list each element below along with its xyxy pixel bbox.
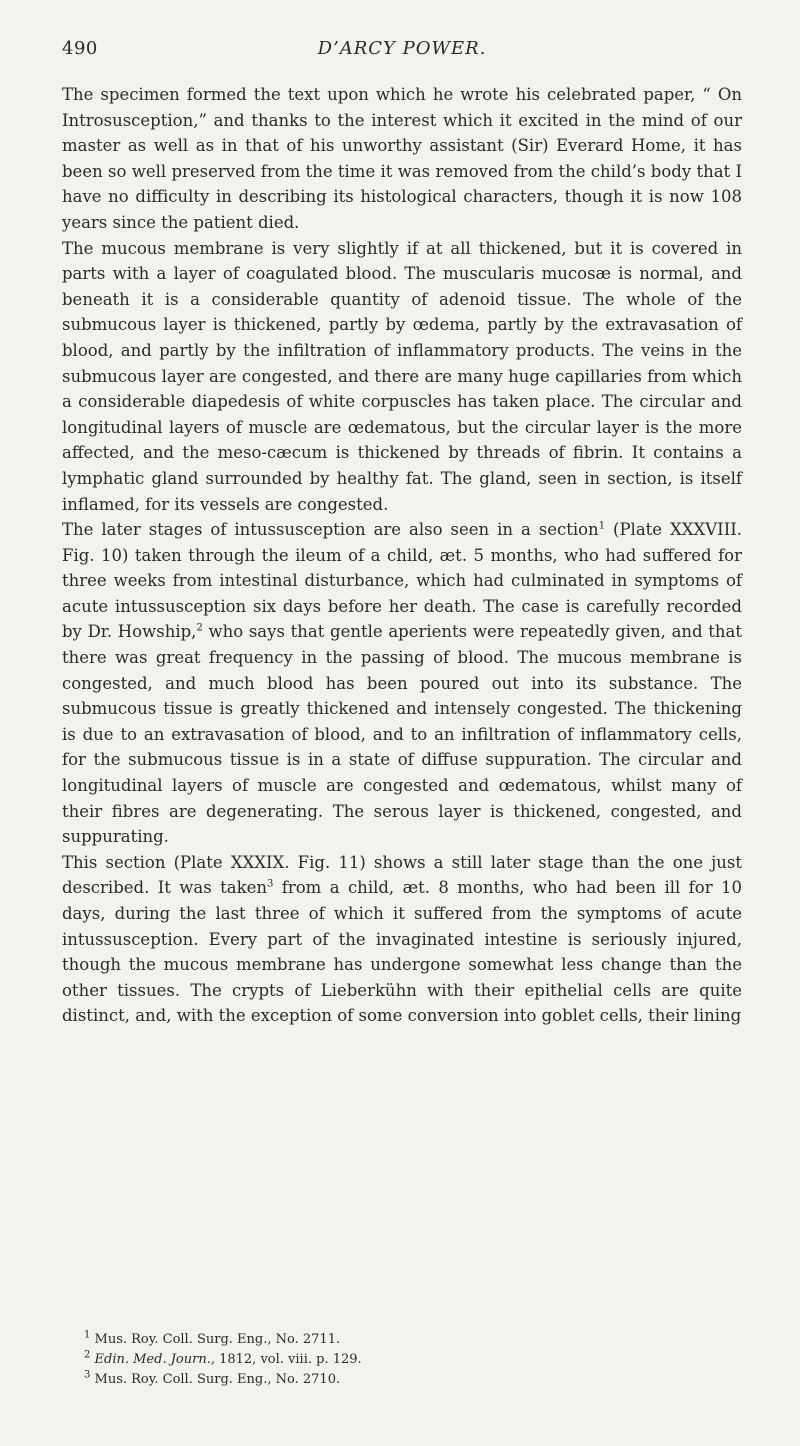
- footnote-1: [84, 1330, 724, 1350]
- body-text: [62, 82, 742, 1029]
- footnote-text: 1812, vol. viii. p. 129.: [214, 1352, 362, 1367]
- running-title: D’ARCY POWER.: [317, 38, 487, 59]
- footnote-mark: 1: [84, 1329, 91, 1341]
- footnote-journal: Edin. Med. Journ.,: [90, 1352, 215, 1367]
- footnote-2: [84, 1350, 724, 1370]
- footnote-text: Mus. Roy. Coll. Surg. Eng., No. 2711.: [90, 1332, 341, 1347]
- paragraph-3-part-b: (Plate XXXVIII. Fig. 10) taken through the ileum of a child, æt. 5 months, who had suffered for three weeks from intestinal disturbance, which had culminated in symptoms of acute intussusception six days before her death. The case is carefully recorded by Dr. Howship,: [62, 520, 742, 642]
- paragraph-4-part-b: from a child, æt. 8 months, who had been ill for 10 days, during the last three of which it suffered from the symptoms of acute intussusception. Every part of the invaginated intestine is seriously injured, though the mucous membrane has undergone somewhat less change than the other tissues. The crypts of Lieberkühn with their epithelial cells are quite distinct, and, with the exception of some conversion into goblet cells, their lining: [62, 878, 742, 1026]
- paragraph-3-part-a: The later stages of intussusception are also seen in a section: [62, 520, 599, 540]
- paragraph-3-part-c: who says that gentle aperients were repeatedly given, and that there was great frequency in the passing of blood. The mucous membrane is congested, and much blood has been poured out into its substance. The submucous tissue is greatly thickened and intensely congested. The thickening is due to an extravasation of blood, and to an infiltration of inflammatory cells, for the submucous tissue is in a state of diffuse suppuration. The circular and longitudinal layers of muscle are congested and œdematous, whilst many of their fibres are degenerating. The serous layer is thickened, congested, and suppurating.: [62, 622, 743, 847]
- footnote-3: [84, 1370, 724, 1390]
- footnote-ref-2: 2: [196, 622, 203, 634]
- paragraph-4-part-a: This section (Plate XXXIX. Fig. 11) shows a still later stage than the one just described. It was taken: [62, 852, 742, 898]
- footnote-ref-1: 1: [598, 520, 606, 532]
- footnote-mark: 2: [84, 1349, 91, 1361]
- page-number: 490: [62, 38, 98, 59]
- footnote-text: Mus. Roy. Coll. Surg. Eng., No. 2710.: [90, 1372, 341, 1387]
- footnote-mark: 3: [84, 1369, 91, 1381]
- footnotes: [84, 1330, 724, 1390]
- paragraph-1: The specimen formed the text upon which he wrote his celebrated paper, “ On Introsusception,” and thanks to the interest which it excited in the mind of our master as well as in that of his unworthy assistant (Sir) Everard Home, it has been so well preserved from the time it was removed from the child’s body that I have no difficulty in describing its histological characters, though it is now 108 years since the patient died.: [62, 85, 742, 232]
- page-header: [62, 38, 742, 68]
- footnote-ref-3: 3: [266, 878, 274, 890]
- paragraph-4: [62, 850, 742, 1029]
- paragraph-3: [62, 517, 742, 850]
- paragraph-2: The mucous membrane is very slightly if at all thickened, but it is covered in parts with a layer of coagulated blood. The muscularis mucosæ is normal, and beneath it is a considerable quantity of adenoid tissue. The whole of the submucous layer is thickened, partly by œdema, partly by the extravasation of blood, and partly by the infiltration of inflammatory products. The veins in the submucous layer are congested, and there are many huge capillaries from which a considerable diapedesis of white corpuscles has taken place. The circular and longitudinal layers of muscle are œdematous, but the circular layer is the more affected, and the meso-cæcum is thickened by threads of fibrin. It contains a lymphatic gland surrounded by healthy fat. The gland, seen in section, is itself inflamed, for its vessels are congested.: [62, 238, 742, 514]
